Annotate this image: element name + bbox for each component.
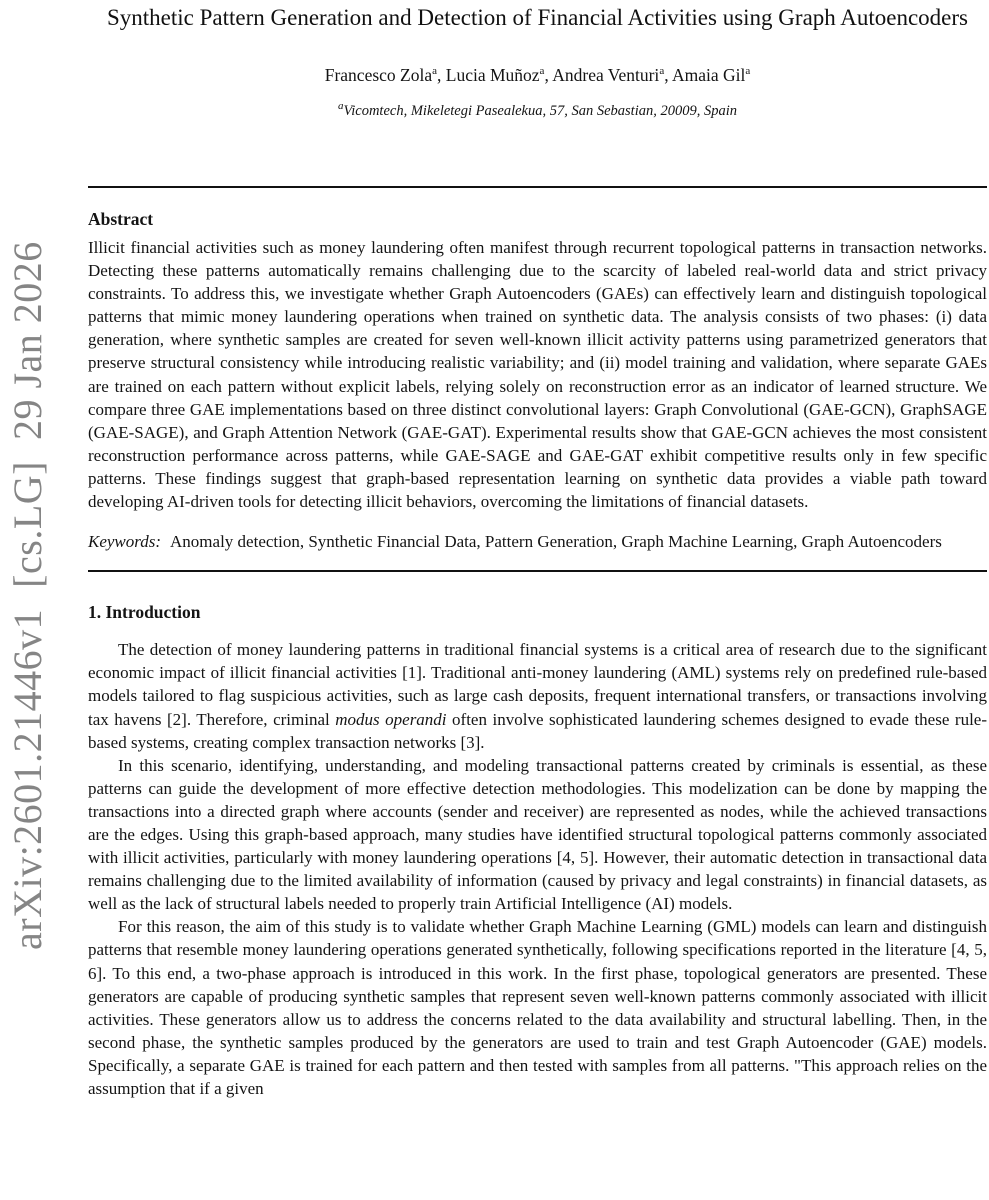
author-name: , Andrea Venturi bbox=[544, 65, 660, 85]
paper-title: Synthetic Pattern Generation and Detection of Financial Activities using Graph Autoencoders bbox=[106, 5, 968, 30]
abstract-heading: Abstract bbox=[88, 209, 154, 229]
affiliation-mark: a bbox=[337, 100, 344, 113]
keywords-label: Keywords: bbox=[88, 532, 162, 552]
affiliation-text: Vicomtech, Mikeletegi Pasealekua, 57, San Sebastian, 20009, Spain bbox=[343, 103, 738, 119]
paper-content bbox=[88, 0, 987, 1100]
divider-top bbox=[88, 186, 987, 188]
author-affiliation-mark: a bbox=[432, 65, 437, 78]
keywords-text: Anomaly detection, Synthetic Financial Data, Pattern Generation, Graph Machine Learning, Graph Autoencoders bbox=[170, 532, 942, 552]
keywords-line bbox=[88, 530, 987, 553]
section-heading-introduction: 1. Introduction bbox=[88, 602, 201, 623]
author-affiliation-mark: a bbox=[539, 65, 545, 78]
intro-paragraph-1 bbox=[88, 638, 987, 753]
arxiv-watermark: arXiv:2601.21446v1 [cs.LG] 29 Jan 2026 bbox=[5, 241, 50, 950]
authors-line bbox=[88, 63, 987, 87]
divider-bottom bbox=[88, 570, 987, 572]
intro-paragraph-2: In this scenario, identifying, understanding, and modeling transactional patterns created by criminals is essential, as these patterns can guide the development of more effective detection methodologies. This modelization can be done by mapping the transactions into a directed graph where accounts (sender and receiver) are represented as nodes, while the achieved transactions are the edges. Using this graph-based approach, many studies have identified structural topological patterns commonly associated with illicit activities, particularly with money laundering operations [4, 5]. However, their automatic detection in transactional data remains challenging due to the limited availability of information (caused by privacy and legal constraints) in financial datasets, as well as the lack of structural labels needed to properly train Artificial Intelligence (AI) models. bbox=[88, 755, 987, 914]
intro-paragraph-3: For this reason, the aim of this study is to validate whether Graph Machine Learning (GML) models can learn and distinguish patterns that resemble money laundering operations generated synthetically, following specifications reported in the literature [4, 5, 6]. To this end, a two-phase approach is introduced in this work. In the first phase, topological generators are presented. These generators are capable of producing synthetic samples that represent seven well-known patterns commonly associated with illicit activities. These generators allow us to address the concerns related to the data availability and structural labelling. Then, in the second phase, the synthetic samples produced by the generators are used to train and test Graph Autoencoder (GAE) models. Specifically, a separate GAE is trained for each pattern and then tested with samples from all patterns. "This approach relies on the assumption that if a given bbox=[88, 917, 987, 1098]
paragraph-text: The detection of money laundering patterns in traditional financial systems is a critical area of research due to the significant economic impact of illicit financial activities [1]. Traditional anti-money laundering (AML) systems rely on predefined rule-based models tailored to flag suspicious activities, such as large cash deposits, frequent international transfers, or transactions involving tax havens [2]. Therefore, criminal bbox=[88, 640, 987, 729]
author-name: Francesco Zola bbox=[324, 65, 433, 85]
affiliation-line bbox=[88, 102, 987, 121]
author-affiliation-mark: a bbox=[745, 65, 751, 78]
paragraph-text: often involve sophisticated laundering schemes designed to evade these rule-based systems, creating complex transaction networks [3]. bbox=[88, 709, 987, 752]
author-affiliation-mark: a bbox=[659, 65, 665, 78]
author-name: , Lucia Muñoz bbox=[437, 65, 540, 85]
abstract-text: Illicit financial activities such as money laundering often manifest through recurrent topological patterns in transaction networks. Detecting these patterns automatically remains challenging due to the scarcity of labeled real-world data and strict privacy constraints. To address this, we investigate whether Graph Autoencoders (GAEs) can effectively learn and distinguish topological patterns that mimic money laundering operations when trained on synthetic data. The analysis consists of two phases: (i) data generation, where synthetic samples are created for seven well-known illicit activity patterns using parametrized generators that preserve structural consistency while introducing realistic variability; and (ii) model training and validation, where separate GAEs are trained on each pattern without explicit labels, relying solely on reconstruction error as an indicator of learned structure. We compare three GAE implementations based on three distinct convolutional layers: Graph Convolutional (GAE-GCN), GraphSAGE (GAE-SAGE), and Graph Attention Network (GAE-GAT). Experimental results show that GAE-GCN achieves the most consistent reconstruction performance across patterns, while GAE-SAGE and GAE-GAT exhibit competitive results only in few specific patterns. These findings suggest that graph-based representation learning on synthetic data provides a viable path toward developing AI-driven tools for detecting illicit behaviors, overcoming the limitations of financial datasets. bbox=[88, 238, 987, 512]
author-name: , Amaia Gil bbox=[664, 65, 746, 85]
paragraph-text-italic: modus operandi bbox=[335, 709, 447, 729]
